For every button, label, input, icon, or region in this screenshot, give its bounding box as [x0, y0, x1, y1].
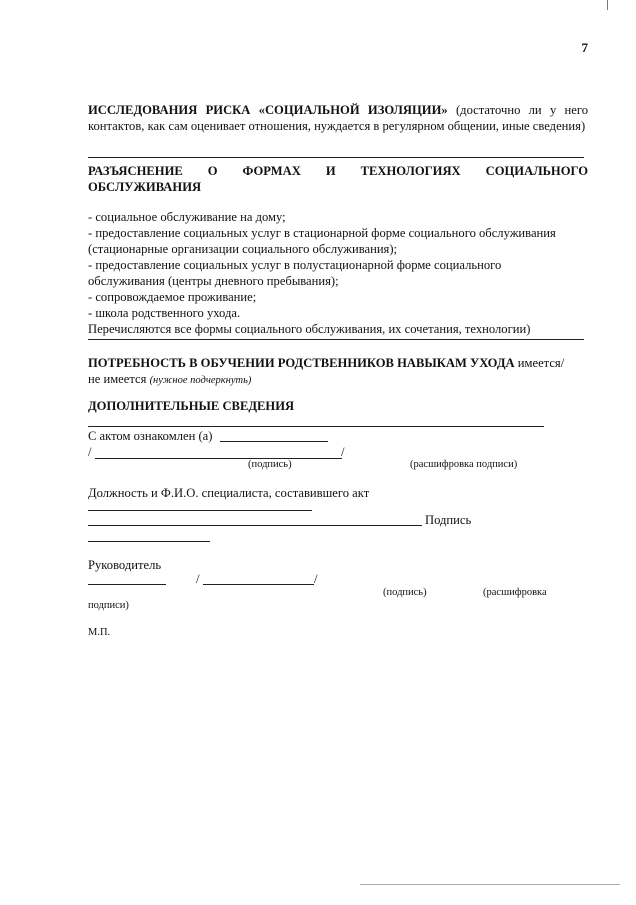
additional-heading: ДОПОЛНИТЕЛЬНЫЕ СВЕДЕНИЯ [88, 399, 295, 413]
decode-caption: (расшифровка подписи) [410, 459, 518, 470]
social-isolation-section [88, 102, 588, 134]
heading-word: И [325, 164, 336, 178]
option-has: имеется/ [514, 356, 565, 370]
page-number: 7 [581, 40, 588, 55]
specialist-line [88, 525, 422, 526]
head-decode-caption: (расшифровка [483, 587, 547, 598]
heading-word: ТЕХНОЛОГИЯХ [360, 164, 461, 178]
head-line [88, 584, 166, 585]
slash: / [341, 445, 345, 459]
head-decode-caption-cont: подписи) [88, 600, 129, 611]
specialist-line [88, 541, 210, 542]
signature-line [95, 458, 342, 459]
specialist-label: Должность и Ф.И.О. специалиста, составившего акт [88, 486, 370, 500]
heading-word: О [207, 164, 218, 178]
answer-line [88, 339, 584, 340]
forms-heading-line-2: ОБСЛУЖИВАНИЯ [88, 180, 202, 194]
forms-list [88, 209, 570, 337]
option-has-not: не имеется [88, 372, 150, 386]
signature-caption: (подпись) [248, 459, 292, 470]
list-item: - сопровождаемое проживание; [88, 290, 257, 304]
heading-word: РАЗЪЯСНЕНИЕ [88, 164, 183, 178]
list-item: - предоставление социальных услуг в стационарной форме социального обслуживания (стационарные организации социального обслуживания); [88, 226, 556, 256]
list-item: - школа родственного ухода. [88, 306, 241, 320]
forms-heading-line-1 [88, 163, 588, 179]
underline-hint: (нужное подчеркнуть) [149, 375, 252, 386]
acquainted-label: С актом ознакомлен (а) [88, 429, 213, 443]
head-signature-line [203, 584, 314, 585]
specialist-signature-label: Подпись [425, 513, 472, 527]
forms-section-heading [88, 163, 588, 195]
slash: / [314, 572, 318, 586]
social-isolation-text: контактов, как сам оценивает отношения, нуждается в регулярном общении, иные сведения) [88, 119, 586, 133]
scan-edge-mark [607, 0, 608, 10]
specialist-line [88, 510, 312, 511]
answer-line [88, 426, 544, 427]
training-need-section [88, 355, 588, 389]
heading-word: ФОРМАХ [242, 164, 301, 178]
heading-word: СОЦИАЛЬНОГО [485, 164, 588, 178]
list-item: - социальное обслуживание на дому; [88, 210, 286, 224]
stamp-place: М.П. [88, 627, 111, 638]
slash: / [88, 445, 92, 459]
list-item: - предоставление социальных услуг в полустационарной форме социального обслуживания (центры дневного пребывания); [88, 258, 502, 288]
head-signature-caption: (подпись) [383, 587, 427, 598]
social-isolation-text-inline: (достаточно ли у него [447, 103, 588, 117]
training-need-heading: ПОТРЕБНОСТЬ В ОБУЧЕНИИ РОДСТВЕННИКОВ НАВЫКАМ УХОДА [88, 356, 515, 370]
scan-bottom-line [360, 884, 620, 885]
head-label: Руководитель [88, 558, 162, 572]
slash: / [196, 572, 200, 586]
social-isolation-heading: ИССЛЕДОВАНИЯ РИСКА «СОЦИАЛЬНОЙ ИЗОЛЯЦИИ» [88, 103, 448, 117]
forms-footer: Перечисляются все формы социального обслуживания, их сочетания, технологии) [88, 322, 531, 336]
acquainted-fill-line [220, 441, 328, 442]
answer-line [88, 157, 584, 158]
